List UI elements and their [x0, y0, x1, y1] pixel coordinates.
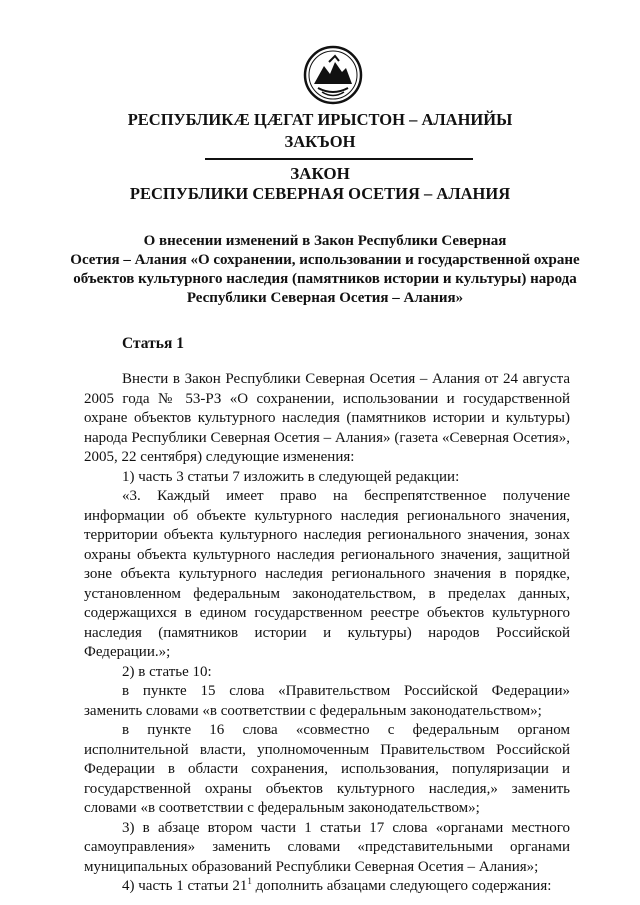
document-body	[84, 370, 570, 897]
paragraph-text: дополнить абзацами следующего содержания:	[251, 878, 552, 894]
paragraph: в пункте 15 слова «Правительством Российской Федерации» заменить словами «в соответствии с федеральным законодательством»;	[84, 683, 570, 719]
header-divider	[205, 158, 473, 160]
coat-of-arms-icon	[302, 44, 364, 106]
title-line: объектов культурного наследия (памятников истории и культуры) народа	[73, 271, 577, 287]
paragraph: «3. Каждый имеет право на беспрепятственное получение информации об объекте культурного наследия регионального значения, территории объекта культурного наследия регионального значения, зонах охраны объекта культурного наследия регионального значения, защитной зоне объекта культурного наследия регионального значения в порядке, установленном федеральным законодательством, в пределах данных, содержащихся в едином государственном реестре объектов культурного наследия (памятников истории и культуры) народов Российской Федерации.»;	[84, 488, 570, 660]
paragraph: Внести в Закон Республики Северная Осетия – Алания от 24 августа 2005 года № 53-РЗ «О сохранении, использовании и государственной охране объектов культурного наследия (памятников истории и культуры) народа Республики Северная Осетия – Алания» (газета «Северная Осетия», 2005, 22 сентября) следующие изменения:	[84, 371, 570, 465]
article-heading: Статья 1	[122, 335, 184, 352]
paragraph	[84, 877, 570, 897]
paragraph: 1) часть 3 статьи 7 изложить в следующей редакции:	[122, 468, 460, 485]
paragraph: 3) в абзаце втором части 1 статьи 17 слова «органами местного самоуправления» заменить словами «представительными органами муниципальных образований Республики Северная Осетия – Алания»;	[84, 819, 570, 875]
title-line: Осетия – Алания «О сохранении, использовании и государственной охране	[70, 252, 580, 268]
superscript: 1	[247, 876, 252, 886]
title-line: Республики Северная Осетия – Алания»	[186, 290, 464, 306]
header-ossetian-republic: РЕСПУБЛИКӔ ЦӔГАТ ИРЫСТОН – АЛАНИЙЫ	[127, 110, 513, 129]
title-line: О внесении изменений в Закон Республики Северная	[143, 233, 507, 249]
header-ossetian-law-word: ЗАКЪОН	[284, 132, 356, 151]
header-russian-republic: РЕСПУБЛИКИ СЕВЕРНАЯ ОСЕТИЯ – АЛАНИЯ	[129, 184, 511, 203]
header-russian-law-word: ЗАКОН	[290, 164, 350, 183]
paragraph-text: 4) часть 1 статьи 21	[122, 878, 248, 894]
paragraph: в пункте 16 слова «совместно с федеральным органом исполнительной власти, уполномоченным Правительством Российской Федерации в области сохранения, использования, популяризации и государственной охраны объектов культурного наследия,» заменить словами «в соответствии с федеральным законодательством»;	[84, 722, 570, 816]
document-title	[60, 232, 590, 308]
paragraph: 2) в статье 10:	[122, 663, 212, 680]
